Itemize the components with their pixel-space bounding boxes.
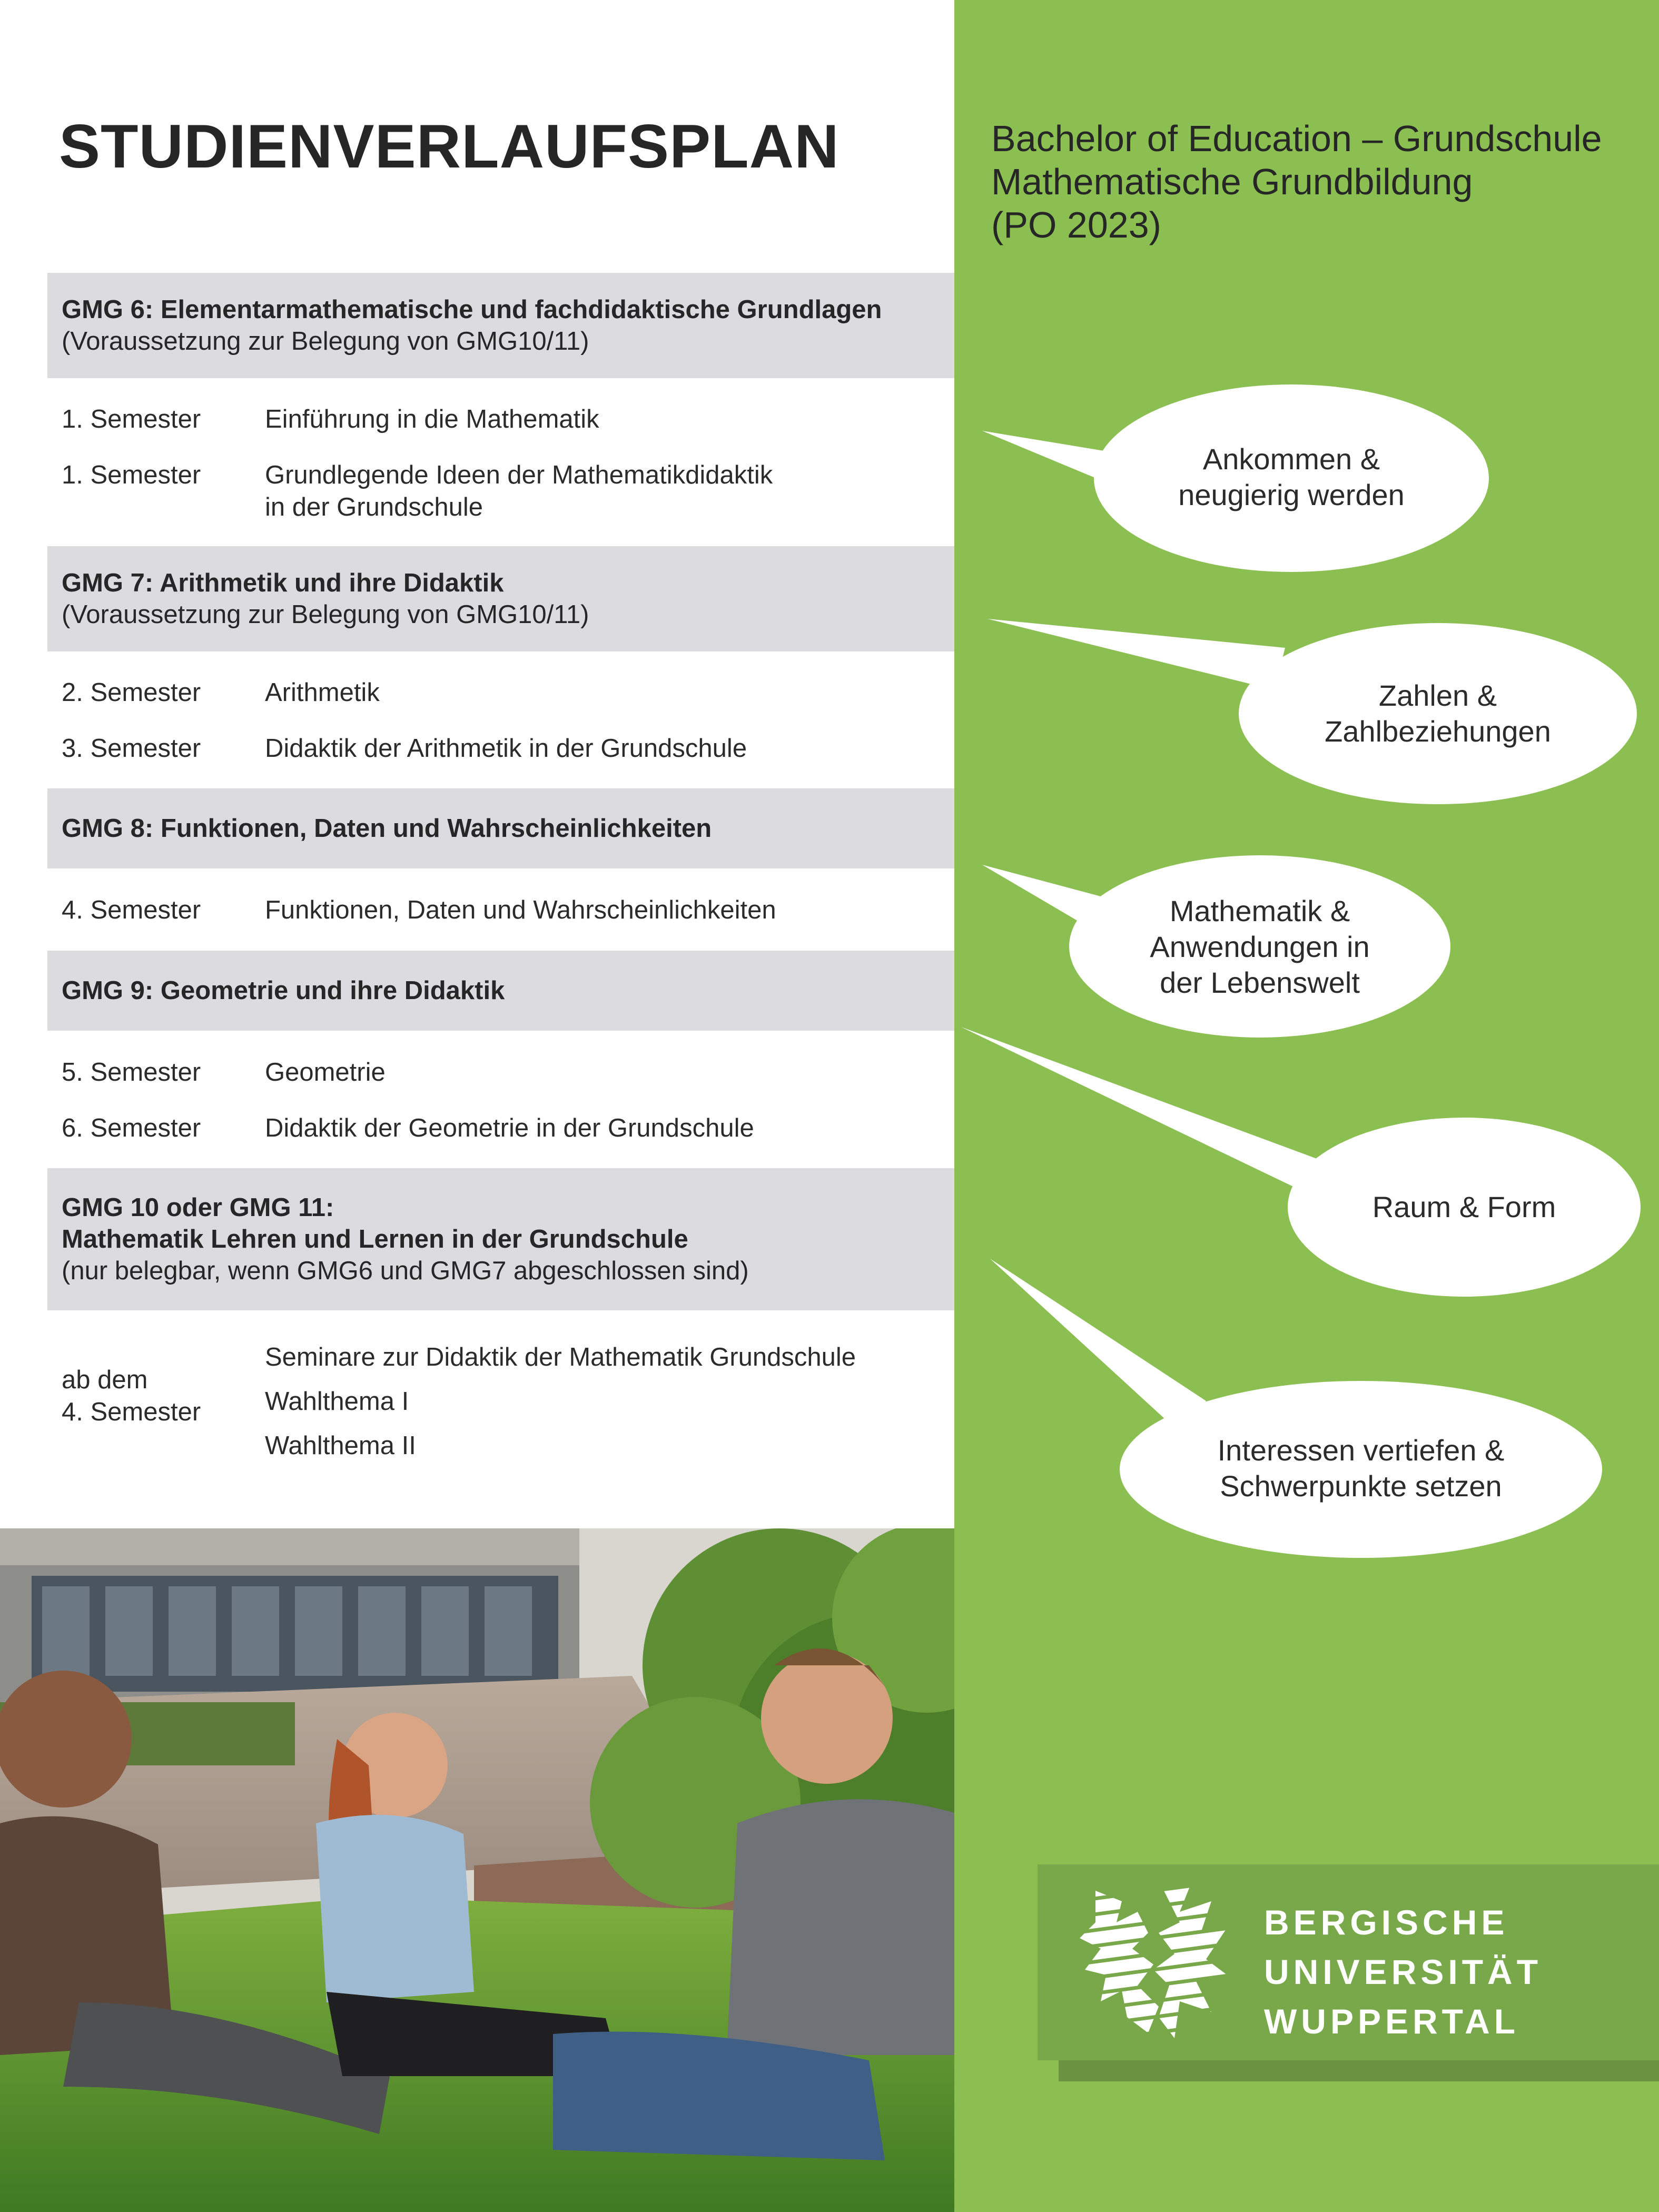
bubble-line: Zahlen &: [1378, 679, 1497, 712]
bubble-text: [1306, 1189, 1622, 1225]
module-title: Mathematik Lehren und Lernen in der Grundschule: [62, 1225, 688, 1253]
module-subtitle: (nur belegbar, wenn GMG6 und GMG7 abgeschlossen sind): [62, 1257, 749, 1285]
bubble-tail: [990, 1259, 1206, 1433]
module-title: GMG 7: Arithmetik und ihre Didaktik: [62, 569, 504, 597]
bubble-line: Raum & Form: [1372, 1190, 1556, 1223]
module-title: GMG 10 oder GMG 11:: [62, 1193, 334, 1222]
university-name-line: BERGISCHE: [1264, 1903, 1509, 1942]
page-title: STUDIENVERLAUFSPLAN: [59, 112, 840, 181]
semester-line: ab dem: [62, 1366, 148, 1394]
module-subtitle: (Voraussetzung zur Belegung von GMG10/11): [62, 327, 589, 355]
module-title: GMG 9: Geometrie und ihre Didaktik: [62, 976, 505, 1005]
course-name: Arithmetik: [265, 678, 380, 707]
module-title: GMG 6: Elementarmathematische und fachdidaktische Grundlagen: [62, 295, 882, 324]
university-name: [1264, 1898, 1542, 2046]
bubble-line: Zahlbeziehungen: [1325, 715, 1551, 748]
course-name: Seminare zur Didaktik der Mathematik Grundschule: [265, 1343, 856, 1371]
course-line: Grundlegende Ideen der Mathematikdidaktik: [265, 461, 773, 489]
bubble-tail: [961, 1027, 1317, 1190]
semester-label: 1. Semester: [62, 461, 201, 489]
semester-label: 6. Semester: [62, 1114, 201, 1142]
module-subtitle: (Voraussetzung zur Belegung von GMG10/11): [62, 600, 589, 629]
course-name: Geometrie: [265, 1058, 386, 1087]
semester-label: 3. Semester: [62, 734, 201, 763]
course-name: Wahlthema II: [265, 1431, 416, 1460]
semester-label: 5. Semester: [62, 1058, 201, 1087]
bubble-text: [1102, 893, 1418, 1001]
bubble-tail: [987, 619, 1285, 690]
degree-line: Mathematische Grundbildung: [991, 161, 1473, 202]
bubble-line: neugierig werden: [1178, 478, 1405, 511]
semester-line: 4. Semester: [62, 1398, 201, 1426]
course-name: Didaktik der Geometrie in der Grundschule: [265, 1114, 754, 1142]
course-name: Funktionen, Daten und Wahrscheinlichkeiten: [265, 896, 776, 924]
university-name-line: UNIVERSITÄT: [1264, 1952, 1543, 1991]
bubble-text: [1150, 1433, 1572, 1504]
bubble-tail: [982, 431, 1117, 485]
semester-label: 4. Semester: [62, 896, 201, 924]
bubble-text: [1133, 441, 1449, 513]
semester-label: 1. Semester: [62, 405, 201, 433]
course-name: Didaktik der Arithmetik in der Grundschule: [265, 734, 747, 763]
module-title: GMG 8: Funktionen, Daten und Wahrscheinlichkeiten: [62, 814, 712, 843]
bubble-line: Mathematik &: [1169, 894, 1350, 927]
course-line: in der Grundschule: [265, 493, 483, 521]
bubble-line: Schwerpunkte setzen: [1220, 1469, 1502, 1503]
bubble-line: Anwendungen in: [1150, 930, 1370, 963]
bubble-line: Interessen vertiefen &: [1217, 1434, 1505, 1467]
course-name: Wahlthema I: [265, 1387, 409, 1416]
course-name: Einführung in die Mathematik: [265, 405, 599, 433]
semester-label: 2. Semester: [62, 678, 201, 707]
degree-line: Bachelor of Education – Grundschule: [991, 118, 1602, 159]
bubble-line: Ankommen &: [1202, 442, 1380, 476]
bubble-text: [1280, 678, 1596, 749]
bubble-line: der Lebenswelt: [1160, 966, 1360, 999]
degree-line: (PO 2023): [991, 204, 1161, 245]
university-name-line: WUPPERTAL: [1264, 2002, 1520, 2041]
bubble-tail: [982, 865, 1117, 937]
lion-icon: [1074, 1880, 1232, 2043]
